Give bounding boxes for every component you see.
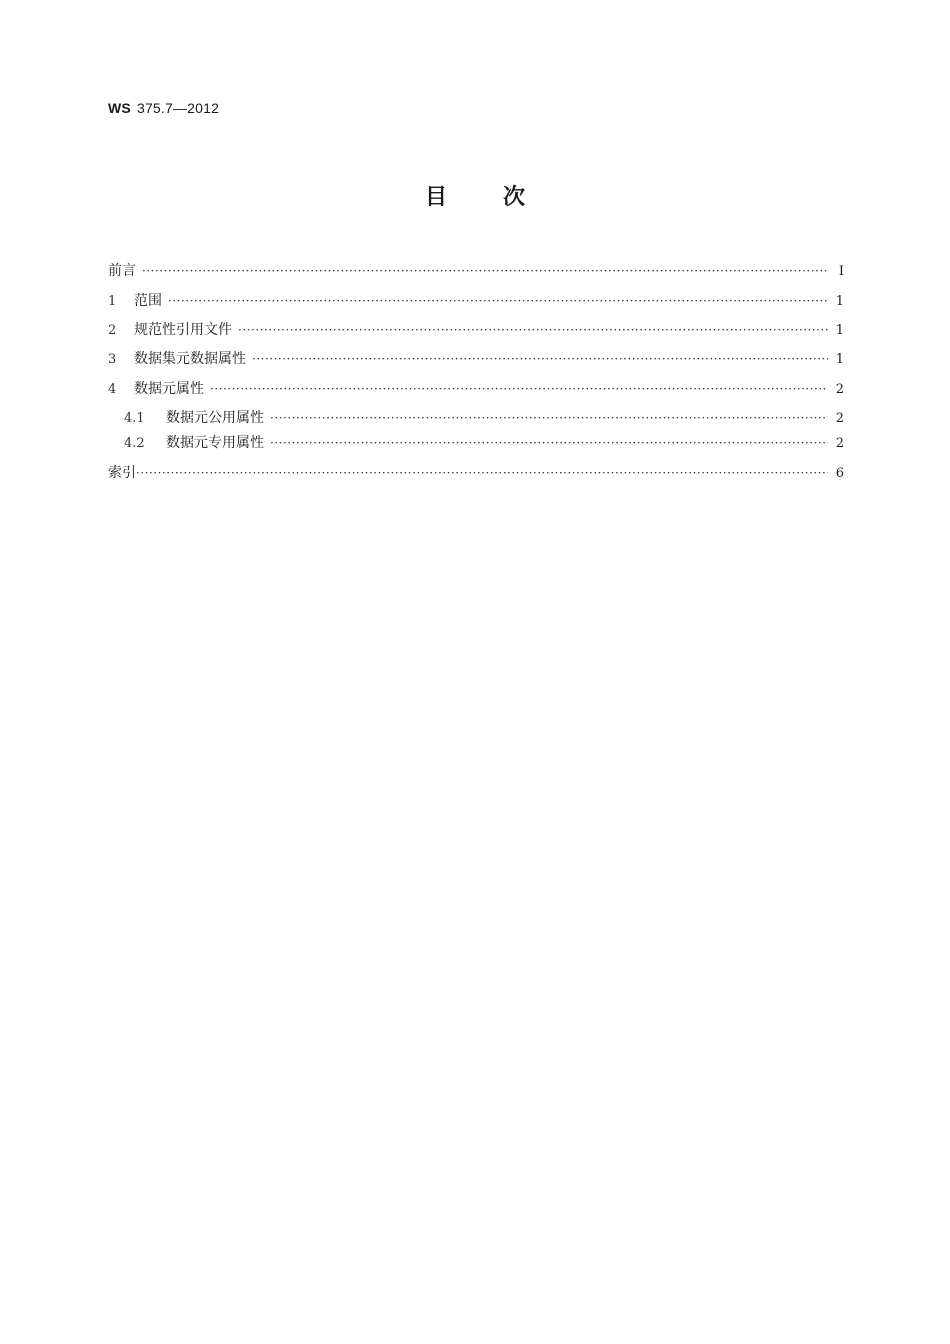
dot-leader — [238, 323, 828, 337]
toc-entry-index[interactable] — [108, 462, 844, 484]
dot-leader — [252, 352, 828, 366]
toc-entry-specific-attributes[interactable] — [124, 432, 844, 454]
title-char-1: 目 — [424, 185, 447, 210]
toc-label: 前言 — [108, 263, 136, 279]
toc-number: 4.2 — [124, 436, 145, 451]
toc-label: 数据元公用属性 — [166, 410, 264, 426]
toc-label: 范围 — [134, 293, 162, 309]
toc-label: 索引 — [108, 465, 136, 481]
standard-code — [108, 100, 219, 116]
toc-page: 2 — [835, 411, 844, 426]
dot-leader — [142, 264, 828, 278]
toc-number: 3 — [108, 352, 117, 367]
toc-number: 1 — [108, 294, 117, 309]
toc-entry-scope[interactable] — [108, 290, 844, 312]
toc-number: 4.1 — [124, 411, 145, 426]
dot-leader — [210, 382, 828, 396]
toc-entry-common-attributes[interactable] — [124, 407, 844, 429]
toc-entry-dataset-metadata[interactable] — [108, 348, 844, 370]
toc-label: 规范性引用文件 — [134, 322, 232, 338]
standard-prefix: WS — [108, 100, 131, 116]
page-title — [0, 180, 950, 211]
toc-page: Ⅰ — [838, 264, 844, 279]
standard-number: 375.7—2012 — [136, 100, 220, 116]
toc-entry-foreword[interactable] — [108, 260, 844, 282]
toc-entry-data-element-attributes[interactable] — [108, 378, 844, 400]
toc-page: 1 — [835, 352, 844, 367]
dot-leader — [270, 436, 828, 450]
toc-page: 6 — [835, 466, 844, 481]
toc-label: 数据元专用属性 — [166, 435, 264, 451]
dot-leader — [168, 294, 828, 308]
title-char-2: 次 — [503, 185, 526, 210]
toc-page: 2 — [835, 382, 844, 397]
toc-page: 1 — [835, 323, 844, 338]
toc-page: 1 — [835, 294, 844, 309]
toc-entry-normative-references[interactable] — [108, 319, 844, 341]
toc-page: 2 — [835, 436, 844, 451]
toc-label: 数据元属性 — [134, 381, 204, 397]
dot-leader — [136, 466, 828, 480]
toc-number: 2 — [108, 323, 117, 338]
toc-number: 4 — [108, 382, 117, 397]
toc-label: 数据集元数据属性 — [134, 351, 246, 367]
dot-leader — [270, 411, 828, 425]
